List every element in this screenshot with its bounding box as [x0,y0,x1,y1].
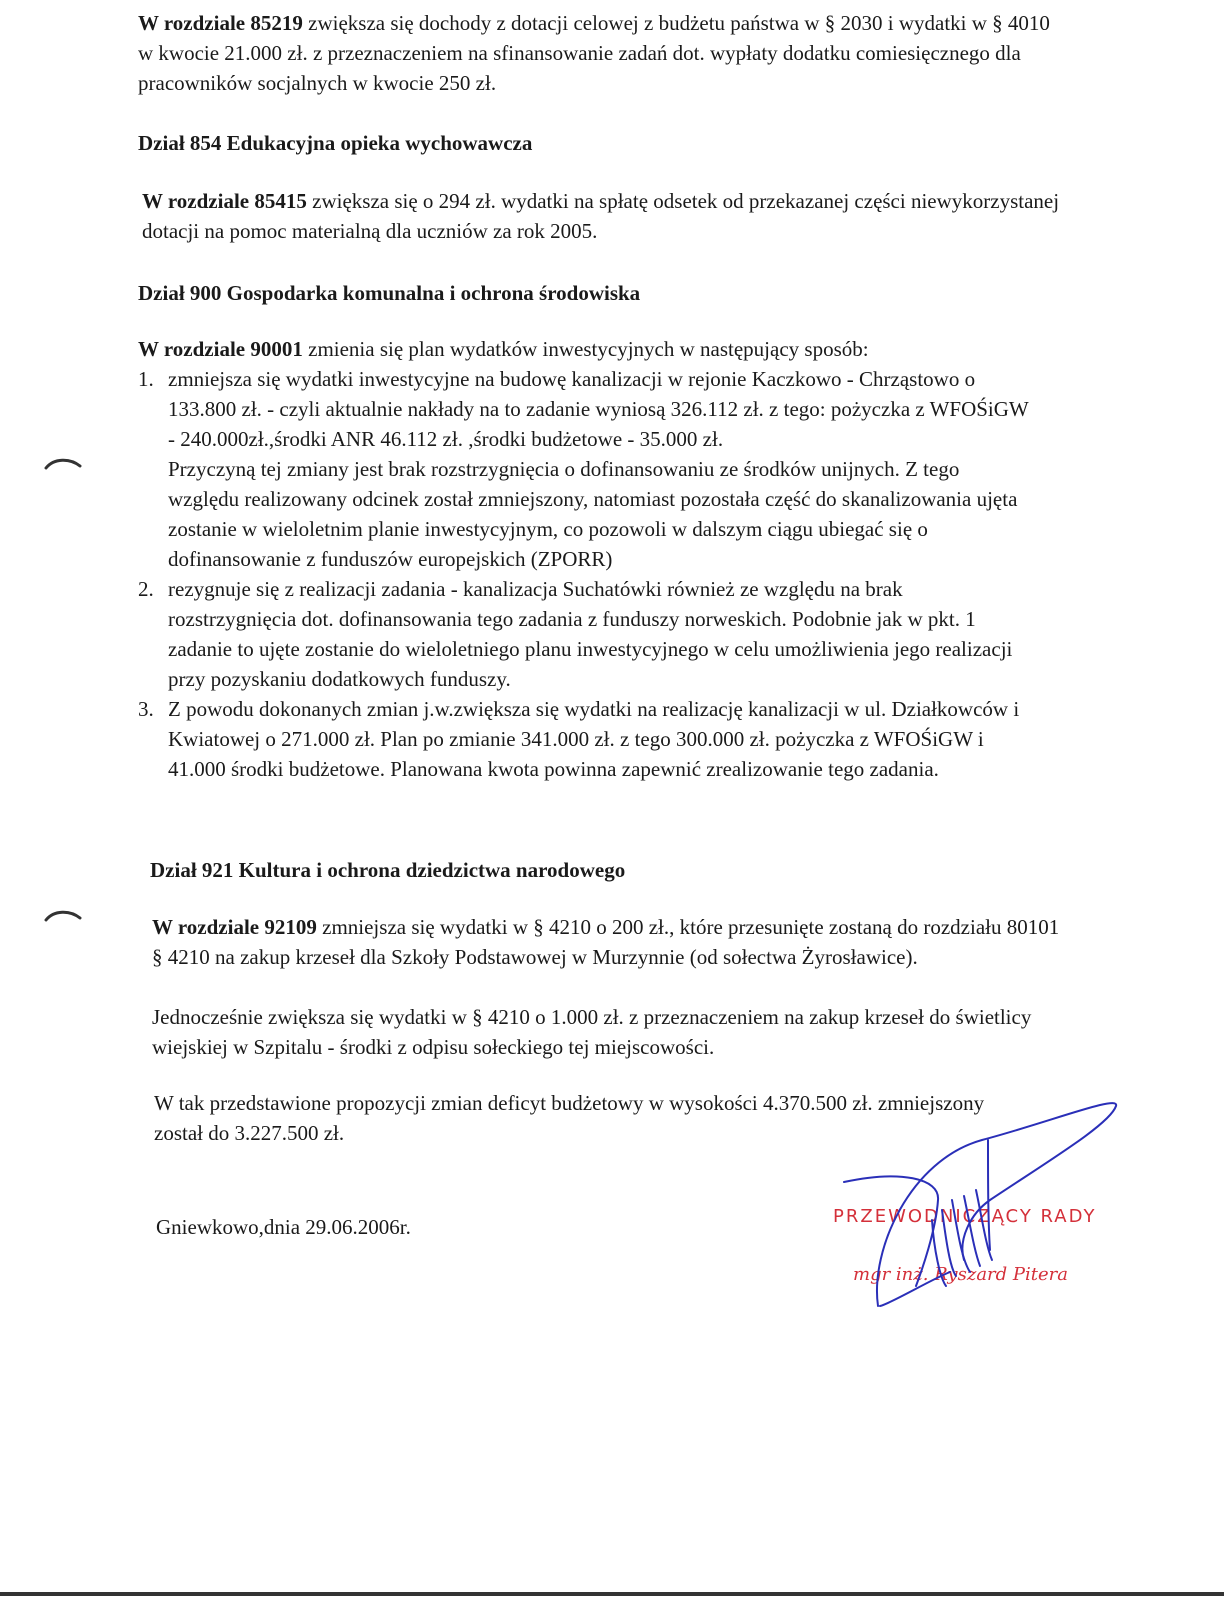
stamp-title: PRZEWODNICZĄCY RADY [833,1206,1097,1227]
paragraph-92109-second: Jednocześnie zwiększa się wydatki w § 4210 o 1.000 zł. z przeznaczeniem na zakup krzeseł do świetlicy wiejskiej w Szpitalu - środki z odpisu sołeckiego tej miejscowości. [152,1005,1032,1059]
paragraph-85219 [138,8,1068,98]
chapter-label-85219: W rozdziale 85219 [138,11,303,35]
handwritten-signature [830,1100,1150,1340]
paragraph-90001 [138,334,1073,364]
paragraph-92109-text: zmniejsza się wydatki w § 4210 o 200 zł., które przesunięte zostaną do rozdziału 80101 § 4210 na zakup krzeseł dla Szkoły Podstawowej w Murzynnie (od sołectwa Żyrosławice). [152,915,1060,969]
place-and-date: Gniewkowo,dnia 29.06.2006r. [156,1215,411,1239]
list-item-1-text: zmniejsza się wydatki inwestycyjne na budowę kanalizacji w rejonie Kaczkowo - Chrząstowo o 133.800 zł. - czyli aktualnie nakłady na to zadanie wyniosą 326.112 zł. z tego: pożyczka z WFOŚiGW - 240.000zł.,środki ANR 46.112 zł. ,środki budżetowe - 35.000 zł. [168,367,1029,451]
paragraph-85415 [142,186,1067,246]
list-item-2-number: 2. [138,577,154,601]
heading-dzial-921: Dział 921 Kultura i ochrona dziedzictwa narodowego [150,858,626,882]
list-item-3 [138,694,1033,784]
list-item-1 [138,364,1033,574]
paragraph-85415-text: zwiększa się o 294 zł. wydatki na spłatę odsetek od przekazanej części niewykorzystanej dotacji na pomoc materialną dla uczniów za rok 2005. [142,189,1060,243]
paragraph-90001-text: zmienia się plan wydatków inwestycyjnych w następujący sposób: [302,337,869,361]
chapter-label-92109: W rozdziale 92109 [152,915,317,939]
list-item-2-text: rezygnuje się z realizacji zadania - kanalizacja Suchatówki również ze względu na brak rozstrzygnięcia dot. dofinansowania tego zadania z funduszy norweskich. Podobnie jak w pkt. 1 zadanie to ujęte zostanie do wieloletniego planu inwestycyjnego w celu umożliwienia jego realizacji przy pozyskaniu dodatkowych funduszy. [168,577,1013,691]
scan-mark-top [44,456,84,472]
scan-mark-bottom [44,908,84,924]
list-item-2 [138,574,1033,694]
scan-bottom-edge [0,1592,1224,1596]
stamp-name: mgr inż. Ryszard Pitera [853,1264,1068,1285]
chapter-label-85415: W rozdziale 85415 [142,189,307,213]
heading-dzial-854: Dział 854 Edukacyjna opieka wychowawcza [138,131,533,155]
list-item-1-reason: Przyczyną tej zmiany jest brak rozstrzygnięcia o dofinansowaniu ze środków unijnych. Z tego względu realizowany odcinek został zmniejszony, natomiast pozostała część do skanalizowania ujęta zostanie w wieloletnim planie inwestycyjnym, co pozowoli w dalszym ciągu ubiegać się o dofinansowanie z funduszów europejskich (ZPORR) [168,457,1018,571]
summary-paragraph: W tak przedstawione propozycji zmian deficyt budżetowy w wysokości 4.370.500 zł. zmniejszony został do 3.227.500 zł. [154,1091,985,1145]
paragraph-92109 [152,912,1072,972]
list-item-3-text: Z powodu dokonanych zmian j.w.zwiększa się wydatki na realizację kanalizacji w ul. Działkowców i Kwiatowej o 271.000 zł. Plan po zmianie 341.000 zł. z tego 300.000 zł. pożyczka z WFOŚiGW i 41.000 środki budżetowe. Planowana kwota powinna zapewnić zrealizowanie tego zadania. [168,697,1020,781]
chapter-label-90001: W rozdziale 90001 [138,337,303,361]
list-item-1-number: 1. [138,367,154,391]
paragraph-85219-text: zwiększa się dochody z dotacji celowej z budżetu państwa w § 2030 i wydatki w § 4010 w kwocie 21.000 zł. z przeznaczeniem na sfinansowanie zadań dot. wypłaty dodatku comiesięcznego dla pracowników socjalnych w kwocie 250 zł. [138,11,1050,95]
heading-dzial-900: Dział 900 Gospodarka komunalna i ochrona środowiska [138,281,641,305]
list-item-3-number: 3. [138,697,154,721]
list-90001 [138,364,1033,784]
